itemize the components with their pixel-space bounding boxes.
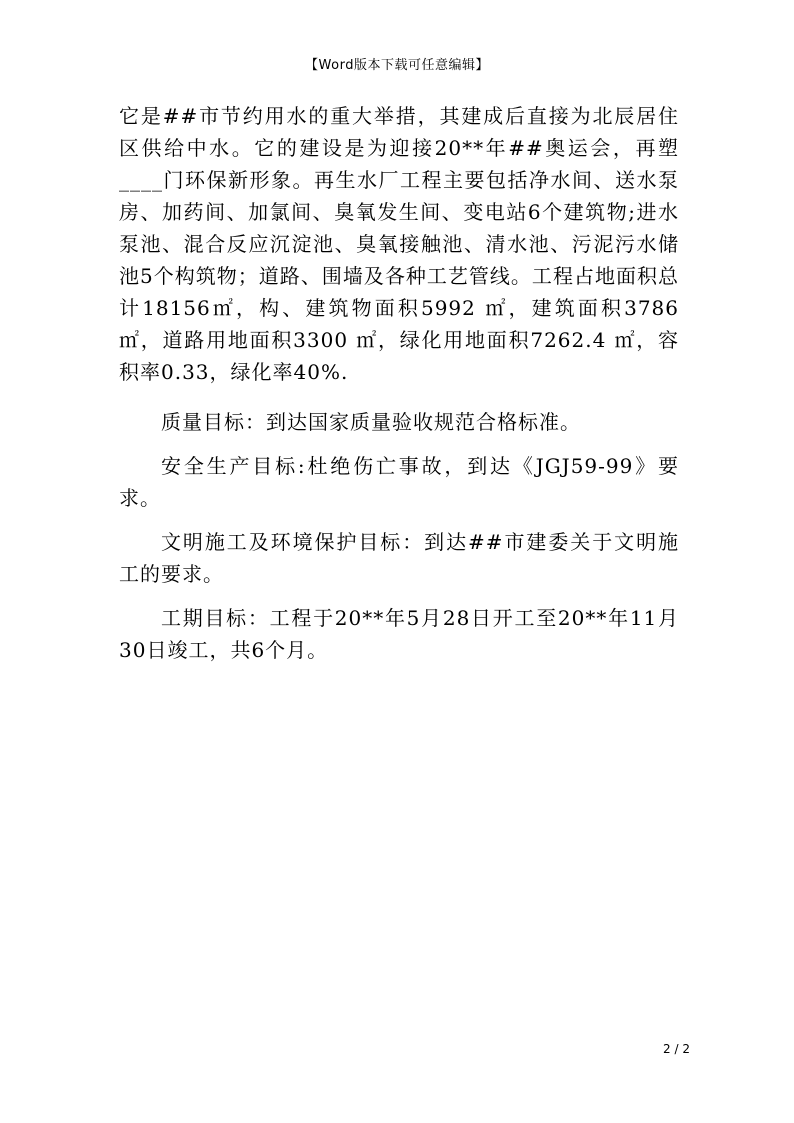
paragraph-safety-goal: 安全生产目标:杜绝伤亡事故，到达《JGJ59-99》要求。 bbox=[119, 454, 679, 510]
document-body bbox=[119, 100, 679, 666]
page-header: 【Word版本下载可任意编辑】 bbox=[305, 58, 489, 73]
paragraph-environment-goal: 文明施工及环境保护目标：到达##市建委关于文明施工的要求。 bbox=[119, 530, 679, 586]
page-number: 2 / 2 bbox=[663, 1042, 690, 1056]
paragraph-quality-goal: 质量目标：到达国家质量验收规范合格标准。 bbox=[161, 410, 581, 434]
paragraph-project-description: 它是##市节约用水的重大举措，其建成后直接为北辰居住区供给中水。它的建设是为迎接20**年##奥运会，再塑____门环保新形象。再生水厂工程主要包括净水间、送水泵房、加药间、加氯间、臭氧发生间、变电站6个建筑物;进水泵池、混合反应沉淀池、臭氧接触池、清水池、污泥污水储池5个构筑物；道路、围墙及各种工艺管线。工程占地面积总计18156㎡，构、建筑物面积5992 ㎡，建筑面积3786 ㎡，道路用地面积3300 ㎡，绿化用地面积7262.4 ㎡，容积率0.33，绿化率40%. bbox=[119, 104, 679, 384]
paragraph-schedule-goal: 工期目标：工程于20**年5月28日开工至20**年11月30日竣工，共6个月。 bbox=[119, 606, 679, 662]
